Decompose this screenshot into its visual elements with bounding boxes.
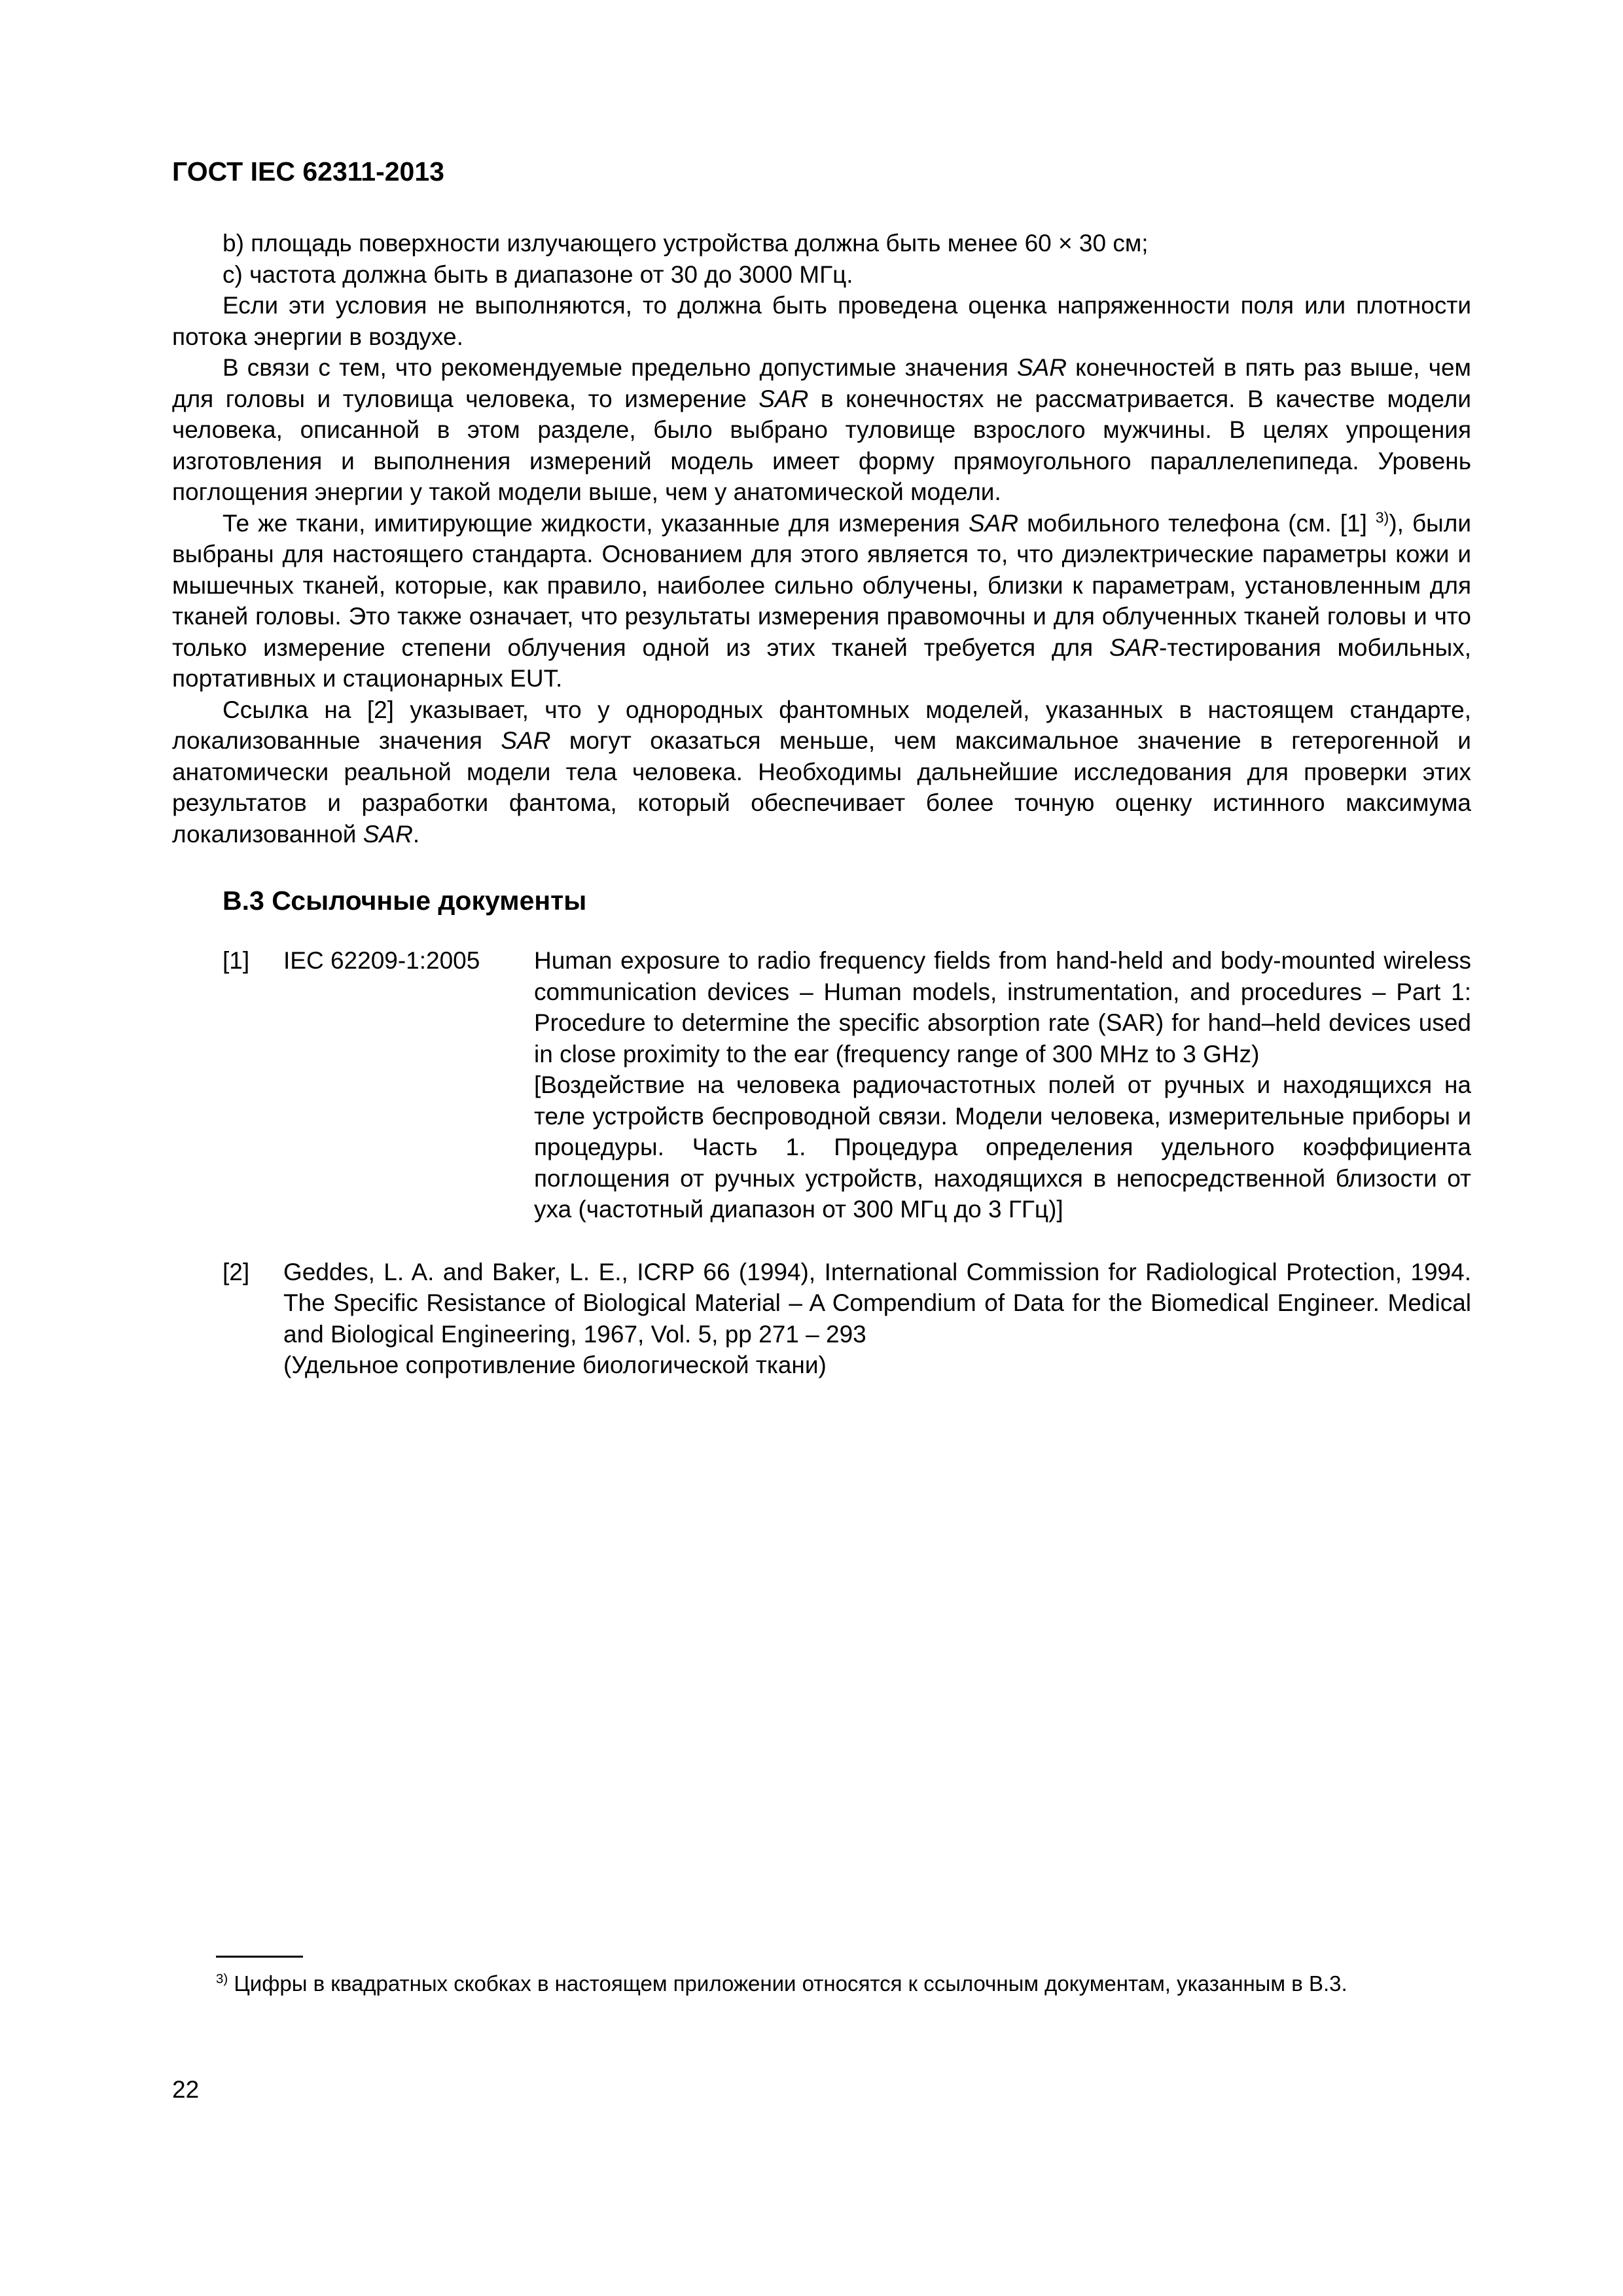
footnote-separator (216, 1956, 303, 1958)
sar-term: SAR (363, 820, 413, 848)
footnote-text: Цифры в квадратных скобках в настоящем приложении относятся к ссылочным документам, указанным в В.3. (228, 1971, 1347, 1996)
reference-text-en: Human exposure to radio frequency fields from hand-held and body-mounted wireless communication devices – Human models, instrumentation, and procedures – Part 1: Procedure to determine the specific absorption rate (SAR) for hand–held devices used in close proximity to the ear (frequency range of 300 MHz to 3 GHz) (534, 947, 1471, 1067)
reference-text-ru: (Удельное сопротивление биологической ткани) (283, 1352, 827, 1378)
reference-description (534, 945, 1471, 1225)
reference-number: [2] (223, 1258, 250, 1285)
list-item-c: c) частота должна быть в диапазоне от 30 до 3000 МГц. (223, 260, 853, 288)
reference-item (172, 945, 1471, 1225)
section-heading: В.3 Ссылочные документы (223, 886, 587, 916)
reference-list (172, 945, 1471, 1381)
footnote (216, 1969, 1459, 1999)
body-text (172, 228, 1471, 850)
reference-description (283, 1257, 1471, 1381)
sar-term: SAR (501, 727, 551, 754)
reference-code: IEC 62209-1:2005 (283, 947, 480, 974)
reference-text-ru: [Воздействие на человека радиочастотных полей от ручных и находящихся на теле устройств беспроводной связи. Модели человека, измерительные приборы и процедуры. Часть 1. Процедура определения удельного коэффициента поглощения от ручных устройств, находящихся в непосредственной близости от уха (частотный диапазон от 300 МГц до 3 ГГц)] (534, 1071, 1471, 1223)
paragraph-1: Если эти условия не выполняются, то должна быть проведена оценка напряженности поля или плотности потока энергии в воздухе. (172, 292, 1471, 350)
sar-term: SAR (1016, 354, 1067, 381)
sar-term: SAR (968, 509, 1019, 537)
paragraph-2: В связи с тем, что рекомендуемые предельно допустимые значения SAR конечностей в пять раз выше, чем для головы и туловища человека, то измерение SAR в конечностях не рассматривается. В качестве модели человека, описанной в этом разделе, было выбрано туловище взрослого мужчины. В целях упрощения изготовления и выполнения измерений модель имеет форму прямоугольного параллелепипеда. Уровень поглощения энергии у такой модели выше, чем у анатомической модели. (172, 354, 1471, 505)
paragraph-3: Те же ткани, имитирующие жидкости, указанные для измерения SAR мобильного телефона (см. [1] $^{3)}$), были выбраны для настоящего стандарта. Основанием для этого является то, что диэлектрические параметры кожи и мышечных тканей, которые, как правило, наиболее сильно облучены, близки к параметрам, установленным для тканей головы. Это также означает, что результаты измерения правомочны и для облученных тканей головы и что только измерение степени облучения одной из этих тканей требуется для SAR-тестирования мобильных, портативных и стационарных EUT. (172, 509, 1471, 692)
sar-term: SAR (758, 385, 809, 412)
footnote-mark: 3) (216, 1971, 228, 1986)
reference-text-en: Geddes, L. A. and Baker, L. E., ICRP 66 (1994), International Commission for Radiological Protection, 1994. The Specific Resistance of Biological Material – A Compendium of Data for the Biomedical Engineer. Medical and Biological Engineering, 1967, Vol. 5, pp 271 – 293 (283, 1258, 1471, 1348)
list-item-b: b) площадь поверхности излучающего устройства должна быть менее 60 × 30 см; (223, 230, 1149, 257)
paragraph-4: Ссылка на [2] указывает, что у однородных фантомных моделей, указанных в настоящем стандарте, локализованные значения SAR могут оказаться меньше, чем максимальное значение в гетерогенной и анатомически реальной модели тела человека. Необходимы дальнейшие исследования для проверки этих результатов и разработки фантома, который обеспечивает более точную оценку истинного максимума локализованной SAR. (172, 696, 1471, 848)
footnote-reference: 3) (1375, 509, 1389, 526)
reference-number: [1] (223, 947, 250, 974)
reference-item (172, 1257, 1471, 1381)
page-number: 22 (172, 2076, 200, 2103)
document-header: ГОСТ IEC 62311-2013 (172, 156, 444, 187)
sar-term: SAR (1109, 634, 1160, 661)
